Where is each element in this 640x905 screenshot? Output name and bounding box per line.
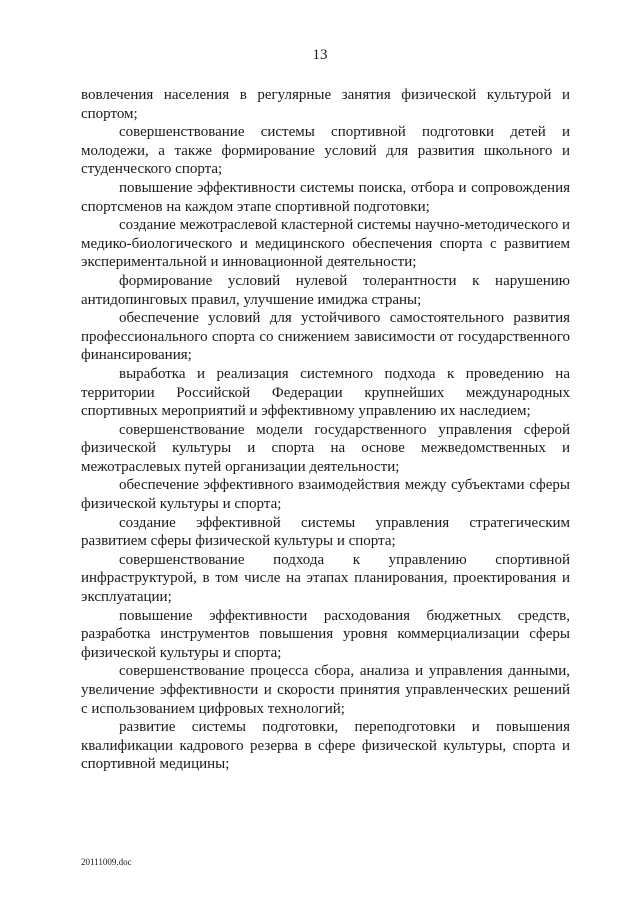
body-paragraph: совершенствование подхода к управлению спортивной инфраструктурой, в том числе на этапах планирования, проектирования и эксплуатации; — [81, 551, 570, 606]
body-paragraph: развитие системы подготовки, переподготовки и повышения квалификации кадрового резерва в сфере физической культуры, спорта и спортивной медицины; — [81, 719, 570, 773]
body-paragraph: выработка и реализация системного подхода к проведению на территории Российской Федерации крупнейших международных спортивных мероприятий и эффективному управлению их наследием; — [81, 365, 570, 420]
body-paragraph: вовлечения населения в регулярные занятия физической культурой и спортом; — [81, 87, 570, 122]
footer-file-code: 20111009.doc — [81, 857, 132, 867]
body-paragraph: создание межотраслевой кластерной системы научно-методического и медико-биологического и медицинского обеспечения спорта с развитием экспериментальной и инновационной деятельности; — [81, 217, 570, 271]
body-paragraph: формирование условий нулевой толерантности к нарушению антидопинговых правил, улучшение имиджа страны; — [81, 272, 570, 308]
body-paragraph: повышение эффективности системы поиска, отбора и сопровождения спортсменов на каждом этапе спортивной подготовки; — [81, 179, 570, 215]
body-paragraph: совершенствование модели государственного управления сферой физической культуры и спорта на основе межведомственных и межотраслевых путей организации деятельности; — [81, 421, 570, 475]
body-paragraph: обеспечение условий для устойчивого самостоятельного развития профессионального спорта со снижением зависимости от государственного финансирования; — [81, 310, 570, 364]
body-paragraph: создание эффективной системы управления стратегическим развитием сферы физической культуры и спорта; — [81, 514, 570, 550]
body-paragraph: совершенствование процесса сбора, анализа и управления данными, увеличение эффективности и скорости принятия управленческих решений с использованием цифровых технологий; — [81, 663, 570, 717]
body-paragraph: обеспечение эффективного взаимодействия между субъектами сферы физической культуры и спорта; — [81, 477, 570, 513]
body-paragraph: совершенствование системы спортивной подготовки детей и молодежи, а также формирование условий для развития школьного и студенческого спорта; — [81, 124, 570, 178]
document-body — [81, 86, 570, 774]
body-paragraph: повышение эффективности расходования бюджетных средств, разработка инструментов повышения уровня коммерциализации сферы физической культуры и спорта; — [81, 607, 570, 661]
page-number: 13 — [312, 47, 328, 63]
